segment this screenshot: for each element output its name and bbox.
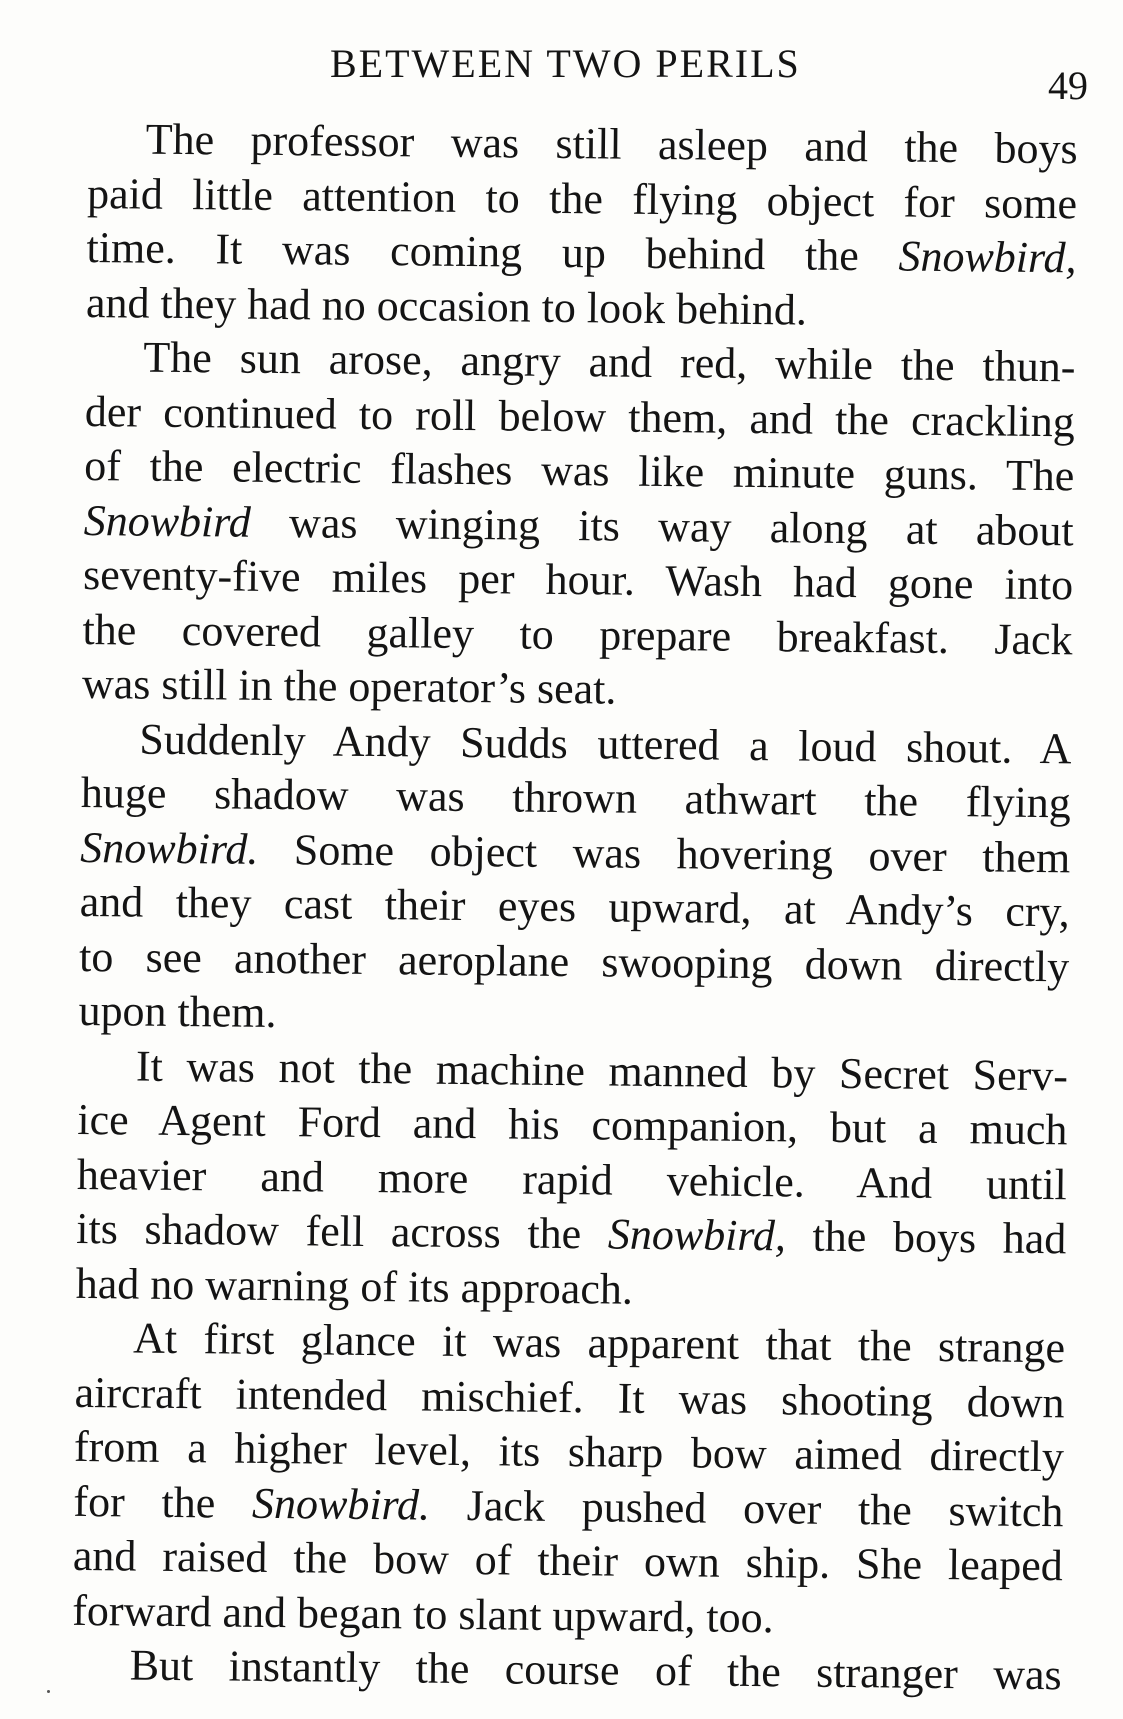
text-line — [75, 1311, 1066, 1376]
text-run: its shadow fell across the — [76, 1203, 609, 1259]
text-run: Jack pushed over the switch — [429, 1480, 1064, 1536]
page-number: 49 — [1048, 63, 1088, 108]
text-run: was winging its way along at about — [250, 497, 1074, 555]
text-run: But instantly the course of the stranger was — [129, 1640, 1062, 1700]
paragraph — [72, 1311, 1065, 1648]
text-run: to see another aeroplane swooping down directly — [78, 931, 1070, 991]
text-line — [79, 875, 1070, 940]
text-run: heavier and more rapid vehicle. And until — [76, 1149, 1068, 1209]
text-run: Some object was hovering over them — [258, 824, 1071, 882]
italic-text: Snowbird. — [251, 1478, 431, 1530]
text-run: and they cast their eyes upward, at Andy’s cry, — [79, 876, 1070, 937]
text-run: the boys had — [785, 1211, 1067, 1264]
text-line — [77, 1093, 1068, 1158]
paragraph — [71, 1638, 1062, 1703]
text-line — [81, 766, 1072, 831]
text-run: Suddenly Andy Sudds uttered a loud shout. A — [139, 714, 1072, 773]
text-line — [78, 984, 1069, 1049]
text-run: It was not the machine manned by Secret Serv- — [135, 1041, 1069, 1100]
text-line — [71, 1638, 1062, 1703]
text-line — [83, 548, 1074, 613]
italic-text: Snowbird — [83, 495, 252, 547]
paragraph — [82, 330, 1076, 722]
italic-text: Snowbird, — [607, 1209, 787, 1261]
text-line — [85, 330, 1076, 395]
running-head: BETWEEN TWO PERILS — [330, 41, 801, 86]
text-line — [74, 1420, 1065, 1485]
text-run: At first glance it was apparent that the strange — [132, 1313, 1066, 1373]
text-run: The professor was still asleep and the boys — [145, 114, 1078, 174]
text-run: seventy-five miles per hour. Wash had gone into — [82, 549, 1074, 610]
italic-text: Snowbird. — [80, 822, 259, 874]
text-run: upon them. — [78, 985, 277, 1038]
paragraph — [86, 112, 1078, 340]
text-run: huge shadow was thrown athwart the flying — [80, 767, 1072, 828]
paragraph — [75, 1038, 1068, 1321]
text-line — [84, 439, 1075, 504]
text-run: the covered galley to prepare breakfast. Jack — [82, 604, 1073, 664]
text-run: was still in the operator’s seat. — [81, 658, 617, 714]
text-run: forward and began to slant upward, too. — [72, 1585, 774, 1642]
text-run: The sun arose, angry and red, while the thun- — [143, 332, 1076, 392]
text-line — [73, 1529, 1064, 1594]
body-text — [71, 112, 1077, 1703]
text-line — [76, 1202, 1067, 1267]
text-run: for the — [73, 1476, 253, 1528]
text-run: of the electric flashes was like minute guns. The — [84, 440, 1075, 501]
text-run: and raised the bow of their own ship. She leaped — [72, 1530, 1064, 1591]
paragraph — [78, 711, 1071, 1048]
text-run: time. It was coming up behind the — [86, 222, 899, 281]
text-run: paid little attention to the flying object for some — [86, 168, 1078, 228]
text-run: ice Agent Ford and his companion, but a much — [77, 1094, 1068, 1155]
text-line — [86, 221, 1077, 286]
text-run: and they had no occasion to look behind. — [85, 277, 808, 335]
text-run: aircraft intended mischief. It was shooting down — [74, 1367, 1065, 1427]
italic-text: Snowbird, — [898, 231, 1077, 283]
text-run: from a higher level, its sharp bow aimed directly — [73, 1421, 1065, 1482]
print-speck — [47, 1690, 50, 1693]
text-line — [82, 657, 1073, 722]
text-run: der continued to roll below them, and the crackling — [84, 386, 1076, 446]
text-run: had no warning of its approach. — [75, 1258, 634, 1314]
text-line — [87, 112, 1078, 177]
